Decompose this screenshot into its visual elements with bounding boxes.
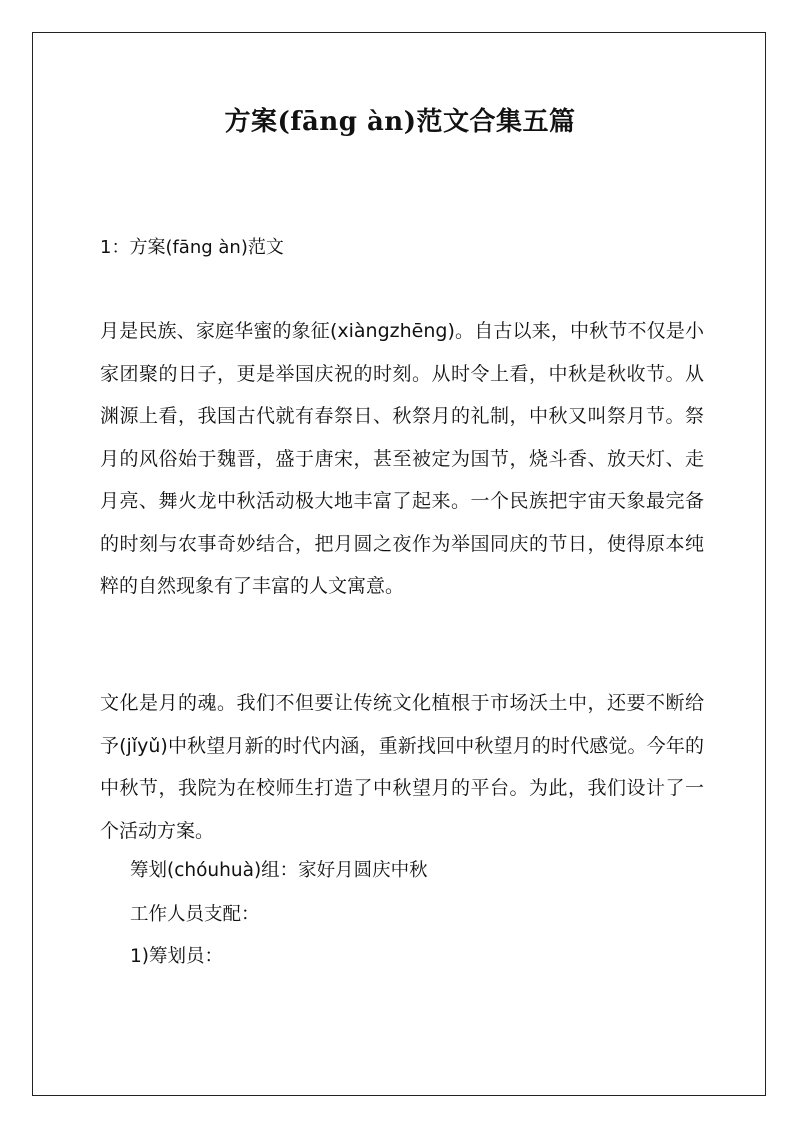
planning-group-line: 筹划(chóuhuà)组：家好月圆庆中秋	[130, 860, 428, 881]
staff-arrangement-line: 工作人员支配：	[130, 904, 260, 925]
paragraph-mid-autumn-history: 月是民族、家庭华蜜的象征(xiàngzhēng)。自古以来，中秋节不仅是小家团聚的日子，更是举国庆祝的时刻。从时令上看，中秋是秋收节。从渊源上看，我国古代就有春祭日、秋祭月的礼制，中秋又叫祭月节。祭月的风俗始于魏晋，盛于唐宋，甚至被定为国节，烧斗香、放天灯、走月亮、舞火龙中秋活动极大地丰富了起来。一个民族把宇宙天象最完备的时刻与农事奇妙结合，把月圆之夜作为举国同庆的节日，使得原本纯粹的自然现象有了丰富的人文寓意。	[100, 320, 704, 597]
document-title: 方案(fāng àn)范文合集五篇	[224, 107, 576, 137]
planner-line: 1)筹划员：	[130, 946, 223, 967]
section-heading: 1：方案(fāng àn)范文	[100, 237, 284, 258]
paragraph-culture: 文化是月的魂。我们不但要让传统文化植根于市场沃土中，还要不断给予(jǐyǔ)中秋望月新的时代内涵，重新找回中秋望月的时代感觉。今年的中秋节，我院为在校师生打造了中秋望月的平台。为此，我们设计了一个活动方案。	[100, 692, 704, 842]
